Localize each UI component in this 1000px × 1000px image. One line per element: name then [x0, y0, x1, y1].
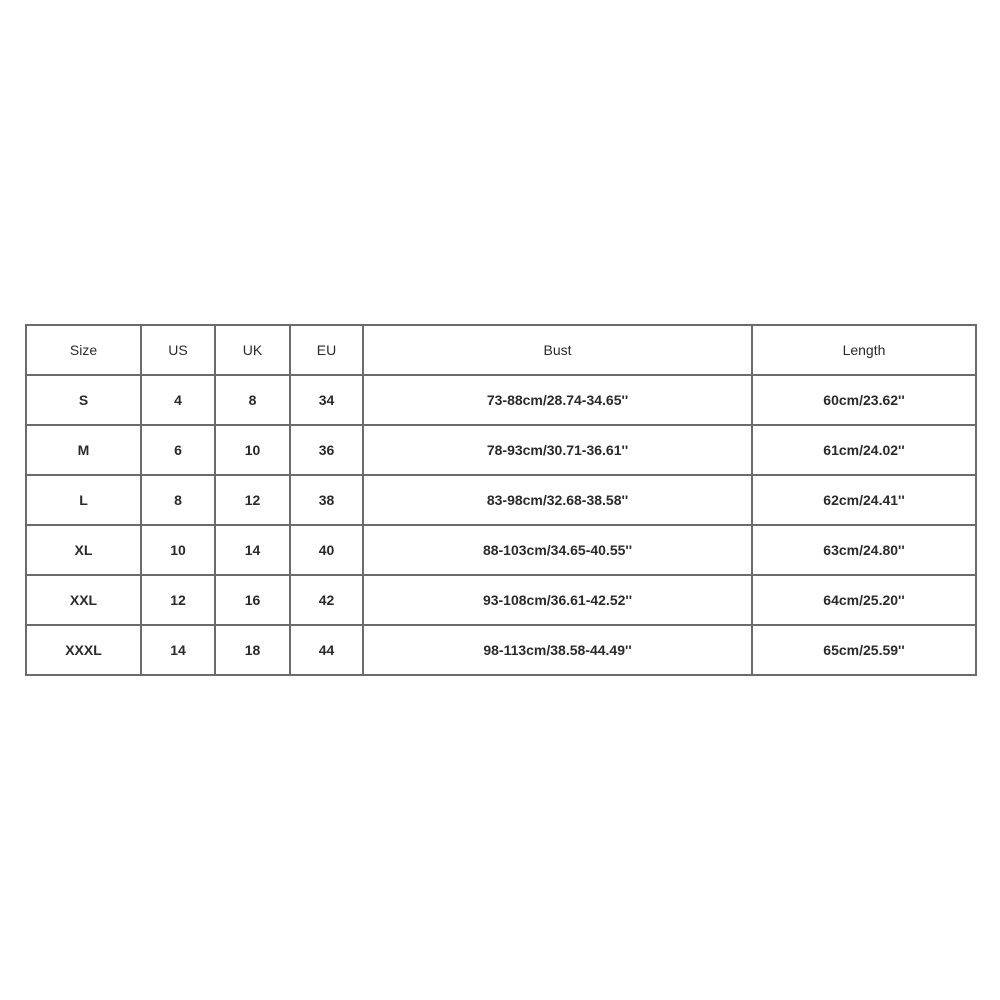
size-cell: L	[26, 475, 141, 525]
bust-cell: 78-93cm/30.71-36.61''	[363, 425, 752, 475]
bust-cell: 73-88cm/28.74-34.65''	[363, 375, 752, 425]
uk-cell: 8	[215, 375, 290, 425]
bust-cell: 93-108cm/36.61-42.52''	[363, 575, 752, 625]
size-cell: S	[26, 375, 141, 425]
us-cell: 4	[141, 375, 215, 425]
header-us: US	[141, 325, 215, 375]
bust-cell: 88-103cm/34.65-40.55''	[363, 525, 752, 575]
size-cell: XXL	[26, 575, 141, 625]
header-row	[26, 325, 976, 375]
eu-cell: 40	[290, 525, 363, 575]
header-size: Size	[26, 325, 141, 375]
us-cell: 12	[141, 575, 215, 625]
uk-cell: 18	[215, 625, 290, 675]
uk-cell: 12	[215, 475, 290, 525]
size-cell: XXXL	[26, 625, 141, 675]
header-eu: EU	[290, 325, 363, 375]
us-cell: 10	[141, 525, 215, 575]
table-row	[26, 575, 976, 625]
us-cell: 6	[141, 425, 215, 475]
table-row	[26, 425, 976, 475]
length-cell: 64cm/25.20''	[752, 575, 976, 625]
bust-cell: 98-113cm/38.58-44.49''	[363, 625, 752, 675]
table-row	[26, 525, 976, 575]
us-cell: 8	[141, 475, 215, 525]
eu-cell: 36	[290, 425, 363, 475]
uk-cell: 10	[215, 425, 290, 475]
size-cell: XL	[26, 525, 141, 575]
eu-cell: 38	[290, 475, 363, 525]
length-cell: 62cm/24.41''	[752, 475, 976, 525]
bust-cell: 83-98cm/32.68-38.58''	[363, 475, 752, 525]
eu-cell: 44	[290, 625, 363, 675]
length-cell: 60cm/23.62''	[752, 375, 976, 425]
table-row	[26, 625, 976, 675]
length-cell: 61cm/24.02''	[752, 425, 976, 475]
length-cell: 65cm/25.59''	[752, 625, 976, 675]
uk-cell: 16	[215, 575, 290, 625]
length-cell: 63cm/24.80''	[752, 525, 976, 575]
uk-cell: 14	[215, 525, 290, 575]
eu-cell: 34	[290, 375, 363, 425]
eu-cell: 42	[290, 575, 363, 625]
size-chart-table	[25, 324, 977, 676]
header-uk: UK	[215, 325, 290, 375]
size-cell: M	[26, 425, 141, 475]
header-bust: Bust	[363, 325, 752, 375]
header-length: Length	[752, 325, 976, 375]
us-cell: 14	[141, 625, 215, 675]
table-row	[26, 375, 976, 425]
table-row	[26, 475, 976, 525]
